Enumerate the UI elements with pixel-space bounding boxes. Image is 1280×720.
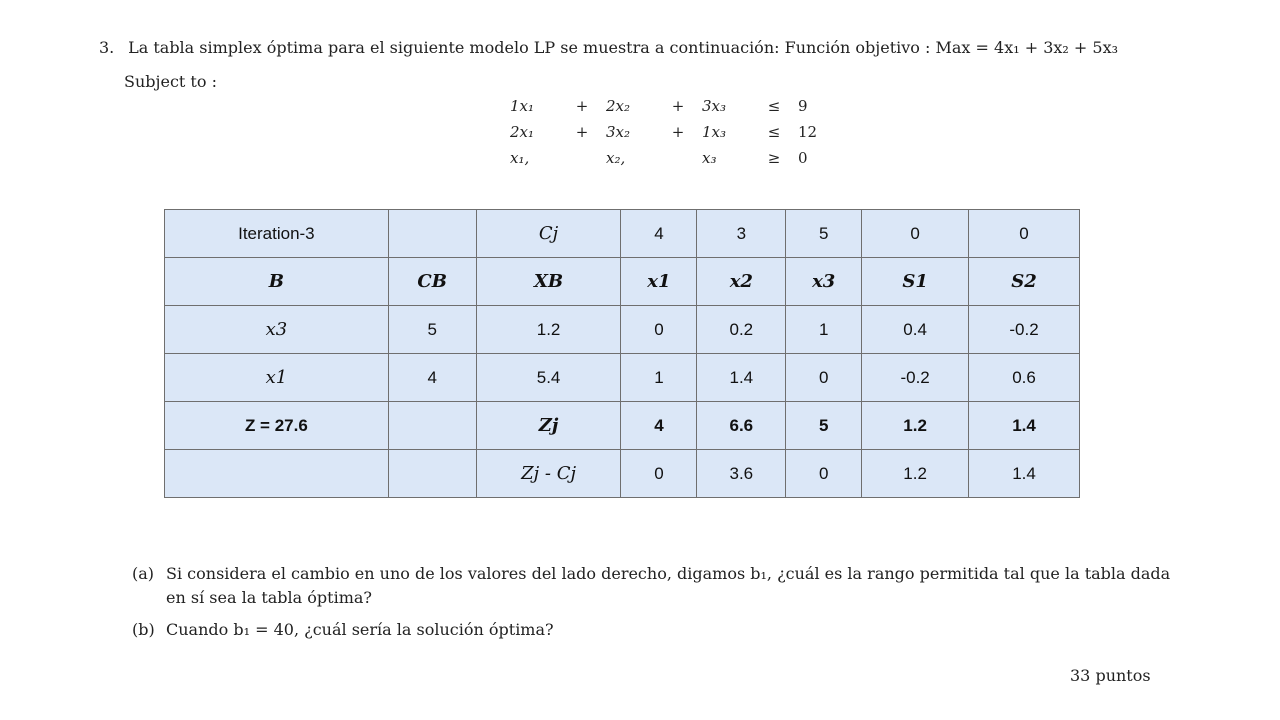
question-text: Cuando b₁ = 40, ¿cuál sería la solución óptima?	[166, 620, 554, 639]
problem-intro: La tabla simplex óptima para el siguiente modelo LP se muestra a continuación: Función objetivo : Max	[128, 38, 971, 57]
table-cell: 0	[786, 354, 862, 402]
constraint-term: x₃	[702, 149, 717, 167]
constraint-operator: +	[575, 123, 589, 141]
table-cell: 1.2	[862, 402, 969, 450]
table-cell: x3	[165, 306, 389, 354]
table-cell	[388, 450, 476, 498]
table-row-zj-cj	[165, 450, 1080, 498]
table-header-cell: XB	[476, 258, 621, 306]
table-cell: 5	[786, 402, 862, 450]
table-cell: 0.2	[697, 306, 786, 354]
constraint-operator	[564, 145, 600, 171]
table-cell	[388, 402, 476, 450]
table-header-cell: x3	[786, 258, 862, 306]
table-header-cell: CB	[388, 258, 476, 306]
table-row-zj	[165, 402, 1080, 450]
table-cell: 5	[786, 210, 862, 258]
table-cell: 3.6	[697, 450, 786, 498]
table-header-cell: S2	[969, 258, 1080, 306]
table-cell: -0.2	[969, 306, 1080, 354]
table-cell	[388, 210, 476, 258]
table-cell: 0.6	[969, 354, 1080, 402]
table-cell: 6.6	[697, 402, 786, 450]
question-item	[132, 562, 1172, 610]
table-cell: Zj - Cj	[476, 450, 621, 498]
points-label: 33 puntos	[1070, 666, 1151, 685]
problem-number: 3.	[99, 38, 115, 57]
constraint-term: x₂,	[606, 149, 626, 167]
table-cell: 0	[621, 306, 697, 354]
table-row-header	[165, 258, 1080, 306]
table-row-x3	[165, 306, 1080, 354]
constraint-row	[504, 145, 824, 171]
table-cell: 1.2	[476, 306, 621, 354]
table-header-cell: B	[165, 258, 389, 306]
constraint-term: 1x₁	[510, 97, 535, 115]
question-text: Si considera el cambio en uno de los valores del lado derecho, digamos b₁, ¿cuál es la rango permitida tal que la tabla dada en sí sea la tabla óptima?	[166, 564, 1171, 607]
constraint-operator: +	[575, 97, 589, 115]
constraint-rhs: 0	[798, 149, 808, 167]
constraint-operator: +	[671, 123, 685, 141]
question-label: (a)	[132, 564, 155, 583]
subject-to-label: Subject to :	[124, 72, 217, 91]
question-item	[132, 618, 1172, 642]
constraint-term: x₁,	[510, 149, 530, 167]
table-cell: 0	[621, 450, 697, 498]
simplex-table	[164, 209, 1080, 498]
table-header-cell: x2	[697, 258, 786, 306]
table-cell: -0.2	[862, 354, 969, 402]
constraint-relation: ≥	[767, 149, 781, 167]
table-cell: 5.4	[476, 354, 621, 402]
table-cell: Zj	[476, 402, 621, 450]
table-cell: 1.2	[862, 450, 969, 498]
table-cell: Iteration-3	[165, 210, 389, 258]
table-row-cj	[165, 210, 1080, 258]
table-cell: 1.4	[969, 450, 1080, 498]
question-label: (b)	[132, 620, 155, 639]
constraint-term: 3x₃	[702, 97, 727, 115]
table-row-x1	[165, 354, 1080, 402]
table-cell: 1.4	[969, 402, 1080, 450]
table-header-cell: S1	[862, 258, 969, 306]
table-cell: 3	[697, 210, 786, 258]
table-cell: 0	[786, 450, 862, 498]
table-cell: 1.4	[697, 354, 786, 402]
table-cell: 5	[388, 306, 476, 354]
table-cell: x1	[165, 354, 389, 402]
constraint-term: 3x₂	[606, 123, 631, 141]
constraint-operator: +	[671, 97, 685, 115]
questions-list	[132, 562, 1172, 650]
table-cell: 4	[621, 210, 697, 258]
table-header-cell: x1	[621, 258, 697, 306]
constraints-block	[504, 93, 824, 171]
table-cell: Cj	[476, 210, 621, 258]
table-cell	[165, 450, 389, 498]
constraint-row	[504, 93, 824, 119]
constraint-relation: ≤	[767, 97, 781, 115]
constraint-term: 2x₁	[510, 123, 535, 141]
constraint-rhs: 12	[798, 123, 818, 141]
table-cell: 4	[621, 402, 697, 450]
table-cell: 0	[862, 210, 969, 258]
table-cell: Z = 27.6	[165, 402, 389, 450]
constraint-term: 1x₃	[702, 123, 727, 141]
constraint-relation: ≤	[767, 123, 781, 141]
table-cell: 1	[621, 354, 697, 402]
table-cell: 1	[786, 306, 862, 354]
table-cell: 0.4	[862, 306, 969, 354]
table-cell: 0	[969, 210, 1080, 258]
problem-statement	[99, 38, 1118, 57]
constraint-operator	[660, 145, 696, 171]
constraint-term: 2x₂	[606, 97, 631, 115]
objective-function: = 4x₁ + 3x₂ + 5x₃	[975, 38, 1119, 57]
constraint-rhs: 9	[798, 97, 808, 115]
constraint-row	[504, 119, 824, 145]
table-cell: 4	[388, 354, 476, 402]
